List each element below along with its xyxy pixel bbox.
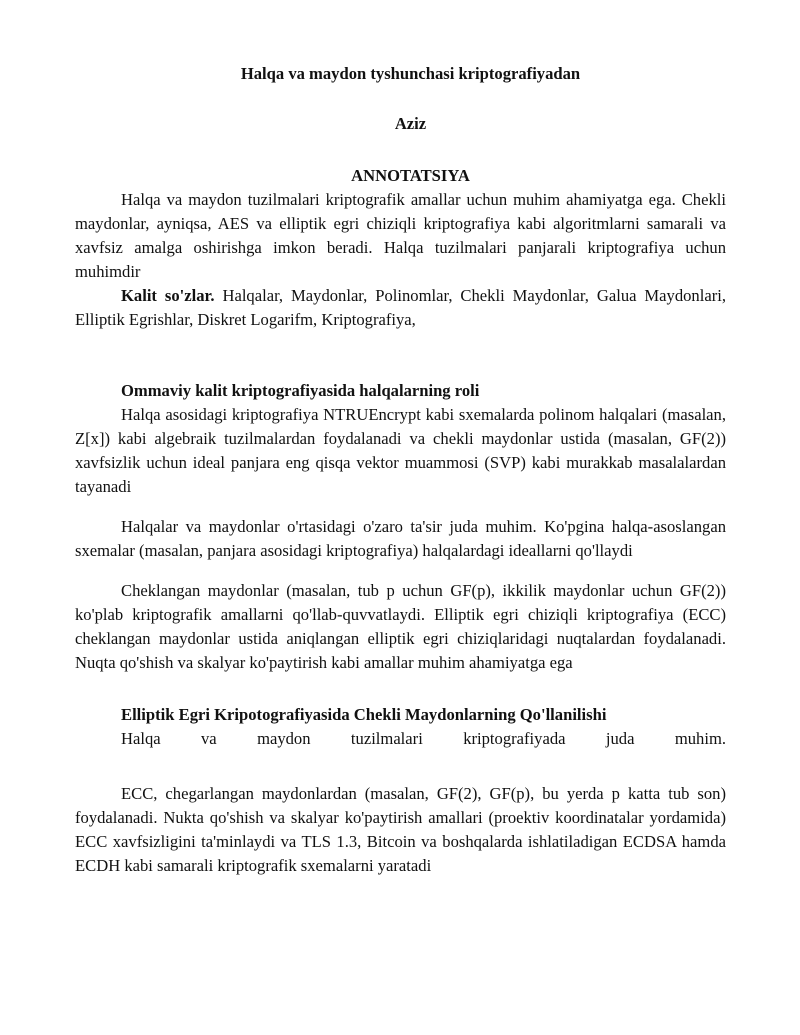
annotation-heading: ANNOTATSIYA bbox=[351, 166, 470, 185]
section-heading-ecc: Elliptik Egri Kripotografiyasida Chekli Maydonlarning Qo'llanilishi bbox=[121, 705, 607, 724]
keywords-text: Halqalar, Maydonlar, Polinomlar, Chekli Maydonlar, Galua Maydonlari, Elliptik Egrishlar, Diskret Logarifm, Kriptografiya, bbox=[75, 286, 726, 329]
keywords-label: Kalit so'zlar. bbox=[121, 286, 215, 305]
section1-paragraph-2: Halqalar va maydonlar o'rtasidagi o'zaro ta'sir juda muhim. Ko'pgina halqa-asoslangan sxemalar (masalan, panjara asosidagi kriptografiya) halqalardagi ideallarni qo'llaydi bbox=[75, 517, 726, 560]
keywords-paragraph bbox=[75, 284, 726, 332]
spacer bbox=[75, 332, 726, 379]
spacer bbox=[75, 751, 726, 782]
document-content bbox=[75, 62, 726, 878]
spacer bbox=[75, 675, 726, 703]
spacer bbox=[75, 563, 726, 579]
section2-paragraph: ECC, chegarlangan maydonlardan (masalan, GF(2), GF(p), bu yerda p katta tub son) foydalanadi. Nukta qo'shish va skalyar ko'paytirish amallari (proektiv koordinatalar yordamida) ECC xavfsizligini ta'minlaydi va TLS 1.3, Bitcoin va boshqalarda ishlatiladigan ECDSA hamda ECDH kabi samarali kriptografik sxemalarni yaratadi bbox=[75, 784, 726, 875]
section2-intro: Halqa va maydon tuzilmalari kriptografiyada juda muhim. bbox=[121, 729, 726, 748]
section1-paragraph-1: Halqa asosidagi kriptografiya NTRUEncrypt kabi sxemalarda polinom halqalari (masalan, Z[x]) kabi algebraik tuzilmalardan foydalanadi va chekli maydonlar ustida (masalan, GF(2)) xavfsizlik uchun ideal panjara eng qisqa vektor muammosi (SVP) kabi murakkab masalalardan tayanadi bbox=[75, 405, 726, 496]
annotation-paragraph: Halqa va maydon tuzilmalari kriptografik amallar uchun muhim ahamiyatga ega. Chekli maydonlar, ayniqsa, AES va elliptik egri chiziqli kriptografiya kabi algoritmlarni samarali va xavfsiz amalga oshirishga imkon beradi. Halqa tuzilmalari panjarali kriptografiya uchun muhimdir bbox=[75, 190, 726, 281]
document-author: Aziz bbox=[394, 114, 427, 133]
section-heading-rings: Ommaviy kalit kriptografiyasida halqalarning roli bbox=[121, 381, 480, 400]
document-title: Halqa va maydon tyshunchasi kriptografiyadan bbox=[240, 64, 581, 83]
spacer bbox=[75, 499, 726, 515]
section1-paragraph-3: Cheklangan maydonlar (masalan, tub p uchun GF(p), ikkilik maydonlar uchun GF(2)) ko'plab kriptografik amallarni qo'llab-quvvatlaydi. Elliptik egri chiziqli kriptografiya (ECC) cheklangan maydonlar ustida aniqlangan elliptik egri chiziqlaridagi nuqtalardan foydalanadi. Nuqta qo'shish va skalyar ko'paytirish kabi amallar muhim ahamiyatga ega bbox=[75, 581, 726, 672]
